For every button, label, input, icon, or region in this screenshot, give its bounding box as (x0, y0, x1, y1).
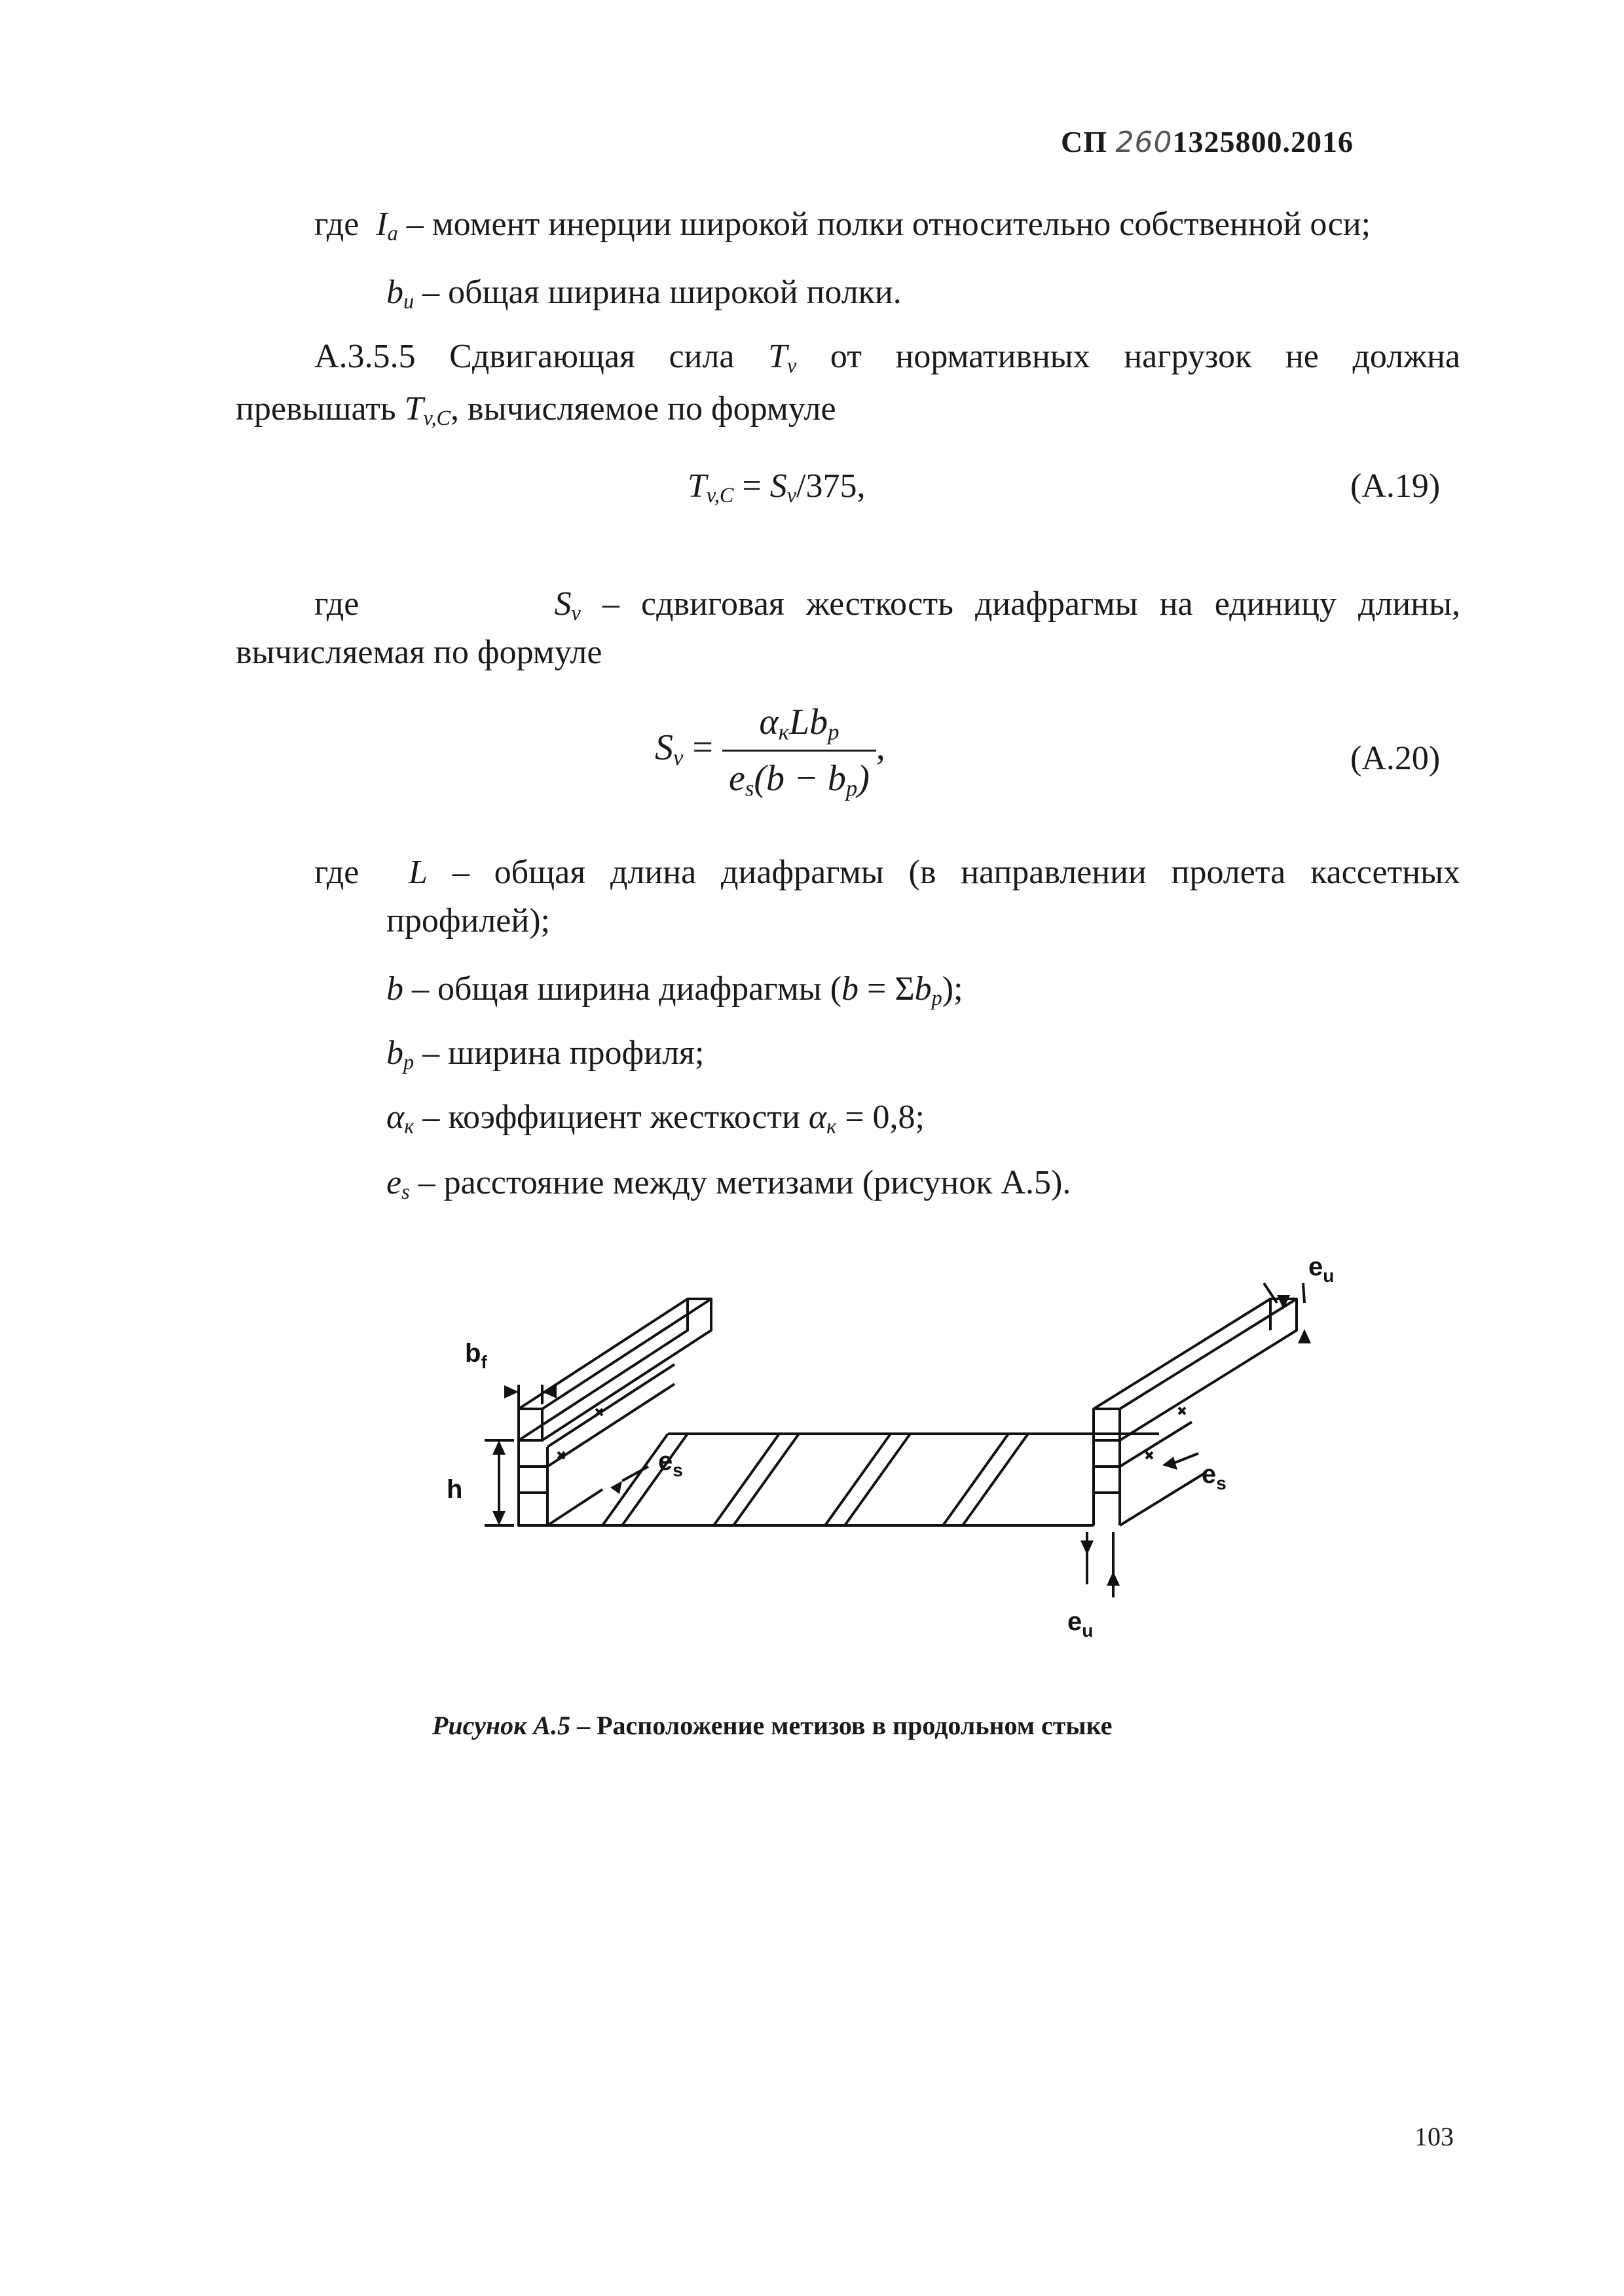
header-handwritten-number: 260 (1115, 126, 1173, 159)
definition-sv-line1 (314, 584, 1460, 625)
clause-a3-5-5-line1 (314, 337, 1460, 377)
page-number: 103 (1414, 2122, 1454, 2151)
definition-l-line1 (314, 852, 1460, 893)
fastener-marks (558, 1408, 1198, 1481)
equation-a20 (655, 701, 885, 801)
document-code-header (1061, 124, 1354, 159)
where-word-2: где (314, 585, 360, 623)
left-web (519, 1440, 547, 1525)
eq19-lhs: $T_{v,C}$ (688, 467, 734, 507)
equation-a20-label: (А.20) (1350, 740, 1441, 777)
symbol-es: $e_s$ (386, 1164, 410, 1204)
equation-a19 (688, 466, 866, 507)
symbol-tvc: $T_{v,C}$ (404, 390, 451, 430)
equation-a19-label: (А.19) (1350, 467, 1441, 505)
es-description: – расстояние между метизами (рисунок А.5). (409, 1164, 1071, 1201)
definition-bp (386, 1033, 704, 1074)
eq20-fraction (722, 701, 876, 801)
eu-bottom-label: $e_u$ (1067, 1607, 1094, 1641)
header-code: 1325800.2016 (1172, 125, 1354, 158)
bu-description: – общая ширина широкой полки. (422, 274, 902, 311)
es-left-label: $e_s$ (658, 1447, 683, 1480)
ia-description: – момент инерции широкой полки относительно собственной оси; (406, 206, 1371, 243)
clause-text-part1: Сдвигающая сила (449, 338, 735, 375)
definition-es (386, 1163, 1071, 1203)
clause-number: А.3.5.5 (314, 338, 416, 375)
eq20-denominator: $e_s(b - b_p)$ (729, 758, 870, 801)
clause-text-part4: , вычисляемое по формуле (451, 390, 836, 428)
clause-text-part3: превышать (236, 390, 396, 428)
definition-l-line2: профилей); (386, 902, 550, 939)
figure-caption (432, 1710, 1112, 1741)
eq20-equals: = (683, 727, 723, 768)
clause-text-part2: от нормативных нагрузок не должна (830, 338, 1461, 375)
es-right-label: $e_s$ (1202, 1460, 1227, 1493)
symbol-ia: $I_a$ (376, 206, 398, 246)
eu-top-label: $e_u$ (1308, 1252, 1335, 1286)
symbol-bp: $b_p$ (386, 1034, 415, 1074)
eq19-equals: = (733, 467, 770, 505)
eq19-rhs-symbol: $S_v$ (769, 467, 797, 507)
bp-description: – ширина профиля; (414, 1034, 705, 1072)
definition-alpha-k: $\alpha_к$ – коэффициент жесткости $\alpha_к = 0,8$; (386, 1099, 925, 1139)
figure-a5-drawing (406, 1244, 1335, 1702)
cassette-profile-outline (485, 1283, 1304, 1597)
h-label: h (447, 1475, 463, 1504)
definition-bu (386, 272, 902, 313)
where-word: где (314, 206, 360, 243)
eq20-comma: , (876, 727, 885, 768)
figure-caption-text: – Расположение метизов в продольном стыке (570, 1711, 1113, 1740)
dimension-arrows (492, 1295, 1311, 1586)
where-word-3: где (314, 854, 360, 891)
l-description: – общая длина диафрагмы (в направлении пролета кассетных (452, 854, 1461, 891)
clause-a3-5-5-line2 (236, 389, 836, 429)
symbol-b: b (386, 970, 403, 1008)
bf-label: $b_f$ (465, 1339, 487, 1372)
symbol-bu: $b_u$ (386, 274, 415, 314)
eq20-numerator: $\alpha_кLb_p$ (722, 701, 876, 752)
right-web (1094, 1440, 1120, 1525)
sv-description: – сдвиговая жесткость диафрагмы на единицу длины, (602, 585, 1461, 623)
eq19-rhs-rest: /375, (796, 467, 866, 505)
figure-caption-number: Рисунок А.5 (432, 1711, 571, 1740)
symbol-sv: $S_v$ (554, 585, 581, 625)
definition-b: b – общая ширина диафрагмы $(b = \Sigma b_p)$; (386, 970, 963, 1010)
symbol-l: L (409, 854, 428, 891)
eq20-lhs: $S_v$ (655, 727, 684, 771)
symbol-alpha-k: $\alpha_к$ (386, 1099, 415, 1139)
definition-sv-line2: вычисляемая по формуле (236, 634, 602, 671)
symbol-tv: $T_v$ (768, 338, 797, 378)
definition-ia (314, 204, 1371, 245)
header-prefix: СП (1061, 125, 1107, 158)
